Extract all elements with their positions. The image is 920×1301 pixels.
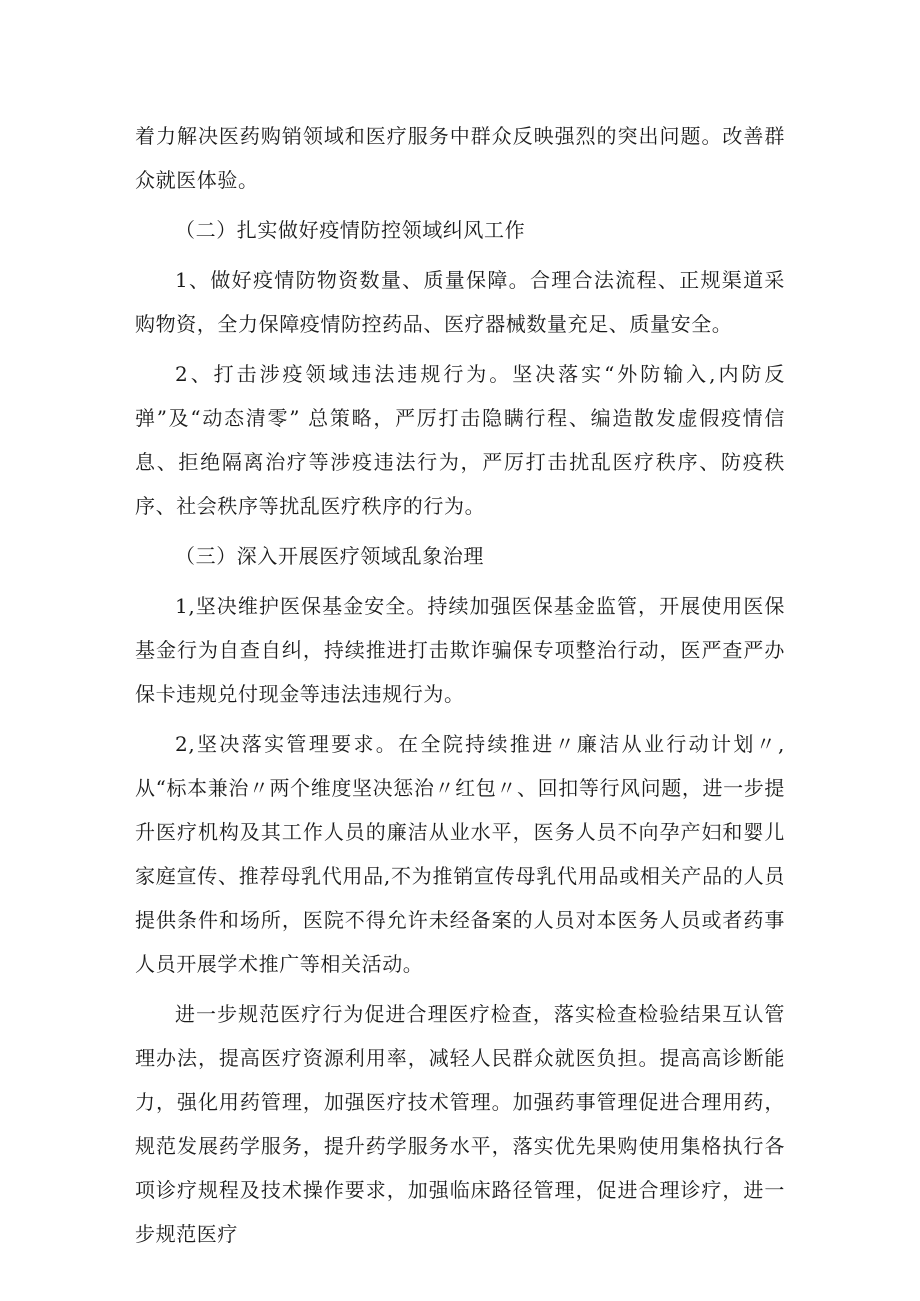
paragraph-6: 1,坚决维护医保基金安全。持续加强医保基金监管，开展使用医保基金行为自查自纠，持续推进打击欺诈骗保专项整治行动，医严查严办保卡违规兑付现金等违法违规行为。: [135, 594, 785, 706]
paragraph-1: 着力解决医药购销领域和医疗服务中群众反映强烈的突出问题。改善群众就医体验。: [135, 124, 785, 192]
section-heading-2: （二）扎实做好疫情防控领域纠风工作: [175, 218, 526, 242]
paragraph-8: 进一步规范医疗行为促进合理医疗检查，落实检查检验结果互认管理办法，提高医疗资源利用率，减轻人民群众就医负担。提高高诊断能力，强化用药管理，加强医疗技术管理。加强药事管理促进合理用药，规范发展药学服务，提升药学服务水平，落实优先果购使用集格执行各项诊疗规程及技术操作要求，加强临床路径管理，促进合理诊疗，进一步规范医疗: [135, 1002, 785, 1246]
paragraph-7: 2,坚决落实管理要求。在全院持续推进〃廉洁从业行动计划〃,从“标本兼治〃两个维度坚决惩治〃红包〃、回扣等行风问题，进一步提升医疗机构及其工作人员的廉洁从业水平，医务人员不向孕产妇和婴儿家庭宣传、推荐母乳代用品,不为推销宣传母乳代用品或相关产品的人员提供条件和场所，医院不得允许未经备案的人员对本医务人员或者药事人员开展学术推广等相关活动。: [135, 732, 785, 976]
paragraph-4: 2、打击涉疫领域违法违规行为。坚决落实“外防输入,内防反弹”及“动态清零” 总策略，严厉打击隐瞒行程、编造散发虚假疫情信息、拒绝隔离治疗等涉疫违法行为，严厉打击扰乱医疗秩序、防疫秩序、社会秩序等扰乱医疗秩序的行为。: [135, 362, 785, 518]
paragraph-3: 1、做好疫情防物资数量、质量保障。合理合法流程、正规渠道采购物资，全力保障疫情防控药品、医疗器械数量充足、质量安全。: [135, 268, 785, 336]
section-heading-3: （三）深入开展医疗领域乱象治理: [175, 544, 484, 568]
document-body: [135, 114, 785, 1262]
